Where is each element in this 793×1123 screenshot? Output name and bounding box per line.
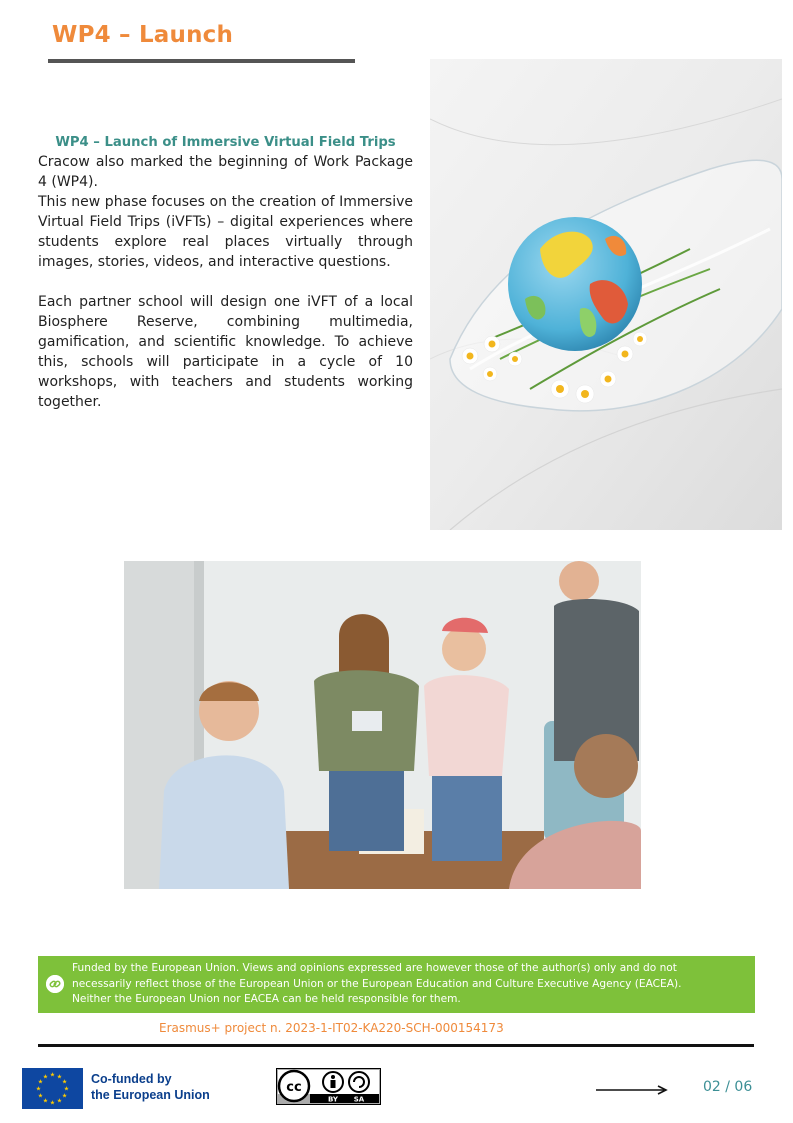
students-workshop-photo <box>124 561 641 889</box>
article <box>38 135 413 412</box>
svg-text:★: ★ <box>42 1073 49 1081</box>
svg-text:★: ★ <box>56 1097 63 1105</box>
paragraph-intro: Cracow also marked the beginning of Work Package 4 (WP4). <box>38 154 413 190</box>
cofunded-line-2: the European Union <box>91 1088 210 1102</box>
svg-text:★: ★ <box>35 1085 42 1093</box>
disclaimer-line-1: Funded by the European Union. Views and opinions expressed are however those of the author(s) only and do not <box>72 962 677 974</box>
svg-text:★: ★ <box>37 1092 44 1100</box>
cofunded-line-1: Co-funded by <box>91 1072 172 1086</box>
cc-by-sa-license-icon <box>276 1068 381 1105</box>
cc-sa-label: SA <box>353 1095 365 1104</box>
svg-text:★: ★ <box>61 1078 68 1086</box>
svg-text:★: ★ <box>49 1071 56 1079</box>
disclaimer-text <box>72 961 755 1008</box>
page-title: WP4 – Launch <box>52 22 234 48</box>
svg-text:★: ★ <box>42 1097 49 1105</box>
svg-text:★: ★ <box>56 1073 63 1081</box>
page-number: 02 / 06 <box>703 1079 753 1095</box>
globe-with-daisies-photo <box>430 59 782 530</box>
disclaimer-line-3: Neither the European Union nor EACEA can be held responsible for them. <box>72 993 461 1005</box>
link-icon <box>46 975 64 993</box>
title-underline <box>48 59 355 63</box>
svg-text:★: ★ <box>37 1078 44 1086</box>
paragraph-description: This new phase focuses on the creation of Immersive Virtual Field Trips (iVFTs) – digital experiences where students explore real places virtually through images, stories, videos, and interactive questions. <box>38 194 413 270</box>
cc-by-label: BY <box>327 1095 339 1104</box>
arrow-right-icon <box>596 1081 668 1093</box>
project-number: Erasmus+ project n. 2023-1-IT02-KA220-SCH-000154173 <box>159 1021 504 1035</box>
svg-text:★: ★ <box>61 1092 68 1100</box>
paragraph-workshops: Each partner school will design one iVFT of a local Biosphere Reserve, combining multimedia, gamification, and scientific knowledge. To achieve this, schools will participate in a cycle of 10 workshops, with teachers and students working together. <box>38 294 413 410</box>
svg-text:cc: cc <box>286 1080 302 1095</box>
svg-text:★: ★ <box>49 1099 56 1107</box>
section-heading: WP4 – Launch of Immersive Virtual Field Trips <box>55 135 396 150</box>
disclaimer-line-2: necessarily reflect those of the European Union or the European Education and Culture Executive Agency (EACEA). <box>72 977 682 990</box>
footer-divider <box>38 1044 754 1047</box>
funding-disclaimer-banner <box>38 956 755 1013</box>
eu-flag-icon <box>22 1068 83 1109</box>
cofunded-label <box>91 1071 210 1103</box>
svg-text:★: ★ <box>63 1085 70 1093</box>
